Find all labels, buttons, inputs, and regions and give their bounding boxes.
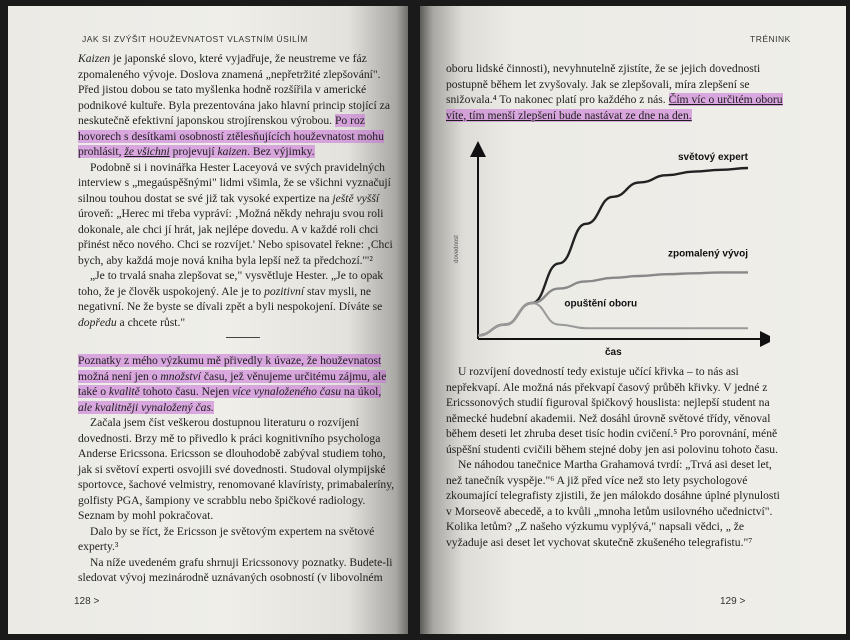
text-run: a chcete růst." (116, 315, 186, 329)
paragraph (446, 61, 786, 123)
skill-curve-chart (440, 139, 770, 359)
highlighted-text: ale kvalitněji vynaložený čas. (78, 400, 214, 414)
text-run: U rozvíjení dovedností tedy existuje učící křivka – to nás asi nepřekvapí. Ale možná nás překvapí časový průběh křivky. V jedné z Ericssonových studií figuroval špičkový houslista: nejlepší student na německé hudební akademii. Než dosáhl úrovně světové třídy, věnoval během deseti let zhruba deset tisíc hodin cvičení.⁵ Pro porovnání, méně úspěšní studenti cvičili během stejné doby jen asi polovinu tohoto času. (446, 365, 778, 456)
page-number-right: 129 > (720, 596, 746, 607)
text-run: úroveň: „Herec mi třeba vypráví: ‚Možná někdy nehraju svou roli dokonale, ale chci jí hrát, jak nejlépe dovedu. A v každé roli chci přinést něco nového. Chci se rozvíjet.' Nebo spisovatel řekne: ‚Chci bych, aby každá moje nová kniha byla lepší než ta předchozí.'"² (78, 207, 393, 267)
left-text-block-2 (78, 353, 396, 586)
highlighted-text: že všichni (124, 145, 170, 158)
running-head-right: TRÉNINK (750, 34, 791, 44)
highlighted-text: Po roz hovorech s desítkami osobností ztělesňujících houževnatost mohu prohlásit, (78, 114, 384, 158)
text-run: Kaizen (78, 52, 111, 65)
paragraph (78, 555, 396, 586)
highlighted-text: více vynaloženého času (232, 385, 342, 398)
highlighted-text: . Bez výjimky. (247, 145, 315, 158)
y-axis-label: dovednost (454, 235, 460, 263)
text-run: stav mysli, ne negativní. Ne že byste se dívali zpět a byli nespokojení. Díváte se (78, 284, 383, 313)
series-label: opuštění oboru (564, 298, 638, 310)
text-run: Na níže uvedeném grafu shrnuji Ericssonovy poznatky. Budete-li sledovat vývoj mezinárodně uznávaných osobností (v libovolném (78, 555, 393, 584)
paragraph (78, 160, 396, 269)
text-run: oboru lidské činnosti), nevyhnutelně zjistíte, že se jejich dovednosti postupně během let zvyšovaly. Jak se zlepšovali, míra zlepšení se snižovala.⁴ To nakonec platí pro každého z nás. (446, 62, 761, 106)
paragraph (78, 415, 396, 524)
paragraph (446, 457, 786, 550)
text-run: „Je to trvalá snaha zlepšovat se," vysvětluje Hester. „Je to opak toho, že je člověk uspokojený. Ale je to (78, 269, 384, 298)
left-page (8, 6, 408, 634)
text-run: Dalo by se říct, že Ericsson je světovým expertem na světové experty.³ (78, 524, 375, 553)
highlighted-text: množství (160, 369, 201, 383)
text-run: dopředu (78, 315, 117, 329)
highlighted-text: na úkol, (341, 385, 382, 398)
text-run: je japonské slovo, které vyjadřuje, že neustreme ve fáz zpomaleného vývoje. Doslova znamená „nepřetržité zlepšování". Před jistou dobou se tato myšlenka hodně rozšířila v americké podnikové kultuře. Byla prezentována jako hlavní princip stojící za neskutečně efektivní japonskou strojírenskou výrobou. (78, 52, 390, 127)
paragraph (446, 364, 786, 457)
right-text-block-2 (446, 364, 786, 550)
left-text-block-1 (78, 51, 396, 330)
text-run: Ne náhodou tanečnice Martha Grahamová tvrdí: „Trvá asi deset let, než tanečník vyspěje."⁶ A již před více než sto lety psychologové zkoumající telegrafisty zjistili, že jen málokdo dosáhne úplné plynulosti v Morseově abecedě, a to kvůli „mnoha letům usilovného učednictví". Kolika letům? „Z našeho výzkumu vyplývá," napsali vědci, „ že vyžaduje asi deset let vychovat skutečně zkušeného telegrafistu."⁷ (446, 458, 780, 549)
highlighted-text: Poznatky z mého výzkumu mě přivedly k úvaze, že houževnatost možná není jen o (78, 354, 382, 383)
series-label: zpomalený vývoj (667, 248, 748, 260)
paragraph (78, 268, 396, 330)
highlighted-text: Čím víc o určitém oboru víte, tím menší zlepšení bude nastávat ze dne na den. (446, 93, 783, 122)
text-run: Začala jsem číst veškerou dostupnou literaturu o rozvíjení dovednosti. Brzy mě to přivedlo k práci kognitivního psychologa Anderse Ericssona. Ericsson se dlouhodobě zabýval studiem toho, jak si světoví experti osvojili své dovednosti. Studoval olympijské sportovce, šachové velmistry, renomované klavíristy, primabaleríny, golfisty PGA, šampiony ve scrabblu nebo špičkové radiology. Seznam by mohl pokračovat. (78, 416, 395, 522)
text-run: ještě vyšší (332, 191, 380, 205)
highlighted-text: kvalitě (108, 385, 140, 398)
running-head-left: JAK SI ZVÝŠIT HOUŽEVNATOST VLASTNÍM ÚSILÍM (82, 34, 308, 44)
x-axis-label: čas (605, 347, 622, 358)
section-divider (226, 337, 260, 338)
page-number-left: 128 > (74, 596, 100, 607)
text-run: pozitivní (264, 284, 305, 298)
paragraph (78, 51, 396, 160)
highlighted-text: projevují (169, 145, 218, 158)
series-label: světový expert (677, 152, 748, 163)
right-page (420, 6, 846, 634)
paragraph (78, 524, 396, 555)
text-run: Podobně si i novinářka Hester Laceyová ve svých pravidelných interview s „megaúspěšnými" lidmi všimla, že se všichni vyznačují silnou touhou dostat se své již tak vysoké expertize na (78, 160, 391, 205)
highlighted-text: času, jež věnujeme určitému zájmu, ale také o (78, 369, 387, 398)
highlighted-text: tohoto času. Nejen (139, 385, 233, 398)
highlighted-text: kaizen (217, 145, 248, 158)
paragraph (78, 353, 396, 415)
right-text-block-1 (446, 61, 786, 123)
